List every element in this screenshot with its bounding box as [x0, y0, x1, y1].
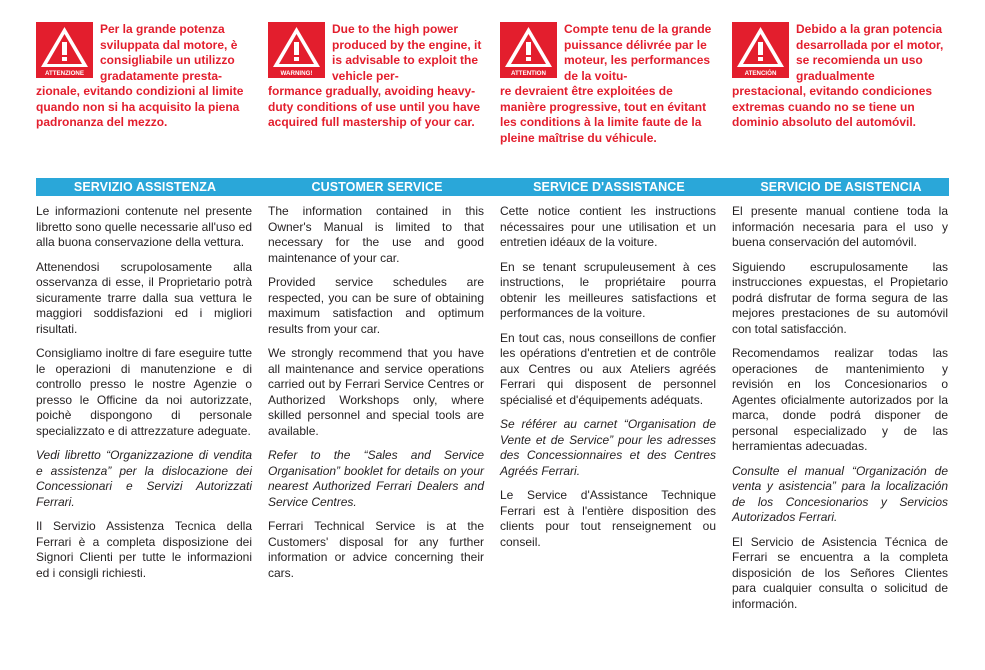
warning-text: Debido a la gran potencia desarrollada por el motor, se recomienda un uso gradualmente prestacional, evitando condiciones extremas cuando no se tiene un dominio absoluto del automóvil.	[732, 22, 944, 129]
paragraph: Le Service d'Assistance Technique Ferrari est à l'entière disposition des clients pour tout renseignement ou conseil.	[500, 488, 716, 549]
paragraph: En se tenant scrupuleusement à ces instructions, le propriétaire pourra obtenir les meilleures satisfactions et performances de la voiture.	[500, 259, 716, 320]
warning-label: ATTENTION	[511, 70, 546, 77]
warning-block-es	[732, 22, 950, 172]
paragraph: Provided service schedules are respected, you can be sure of obtaining maximum satisfaction and optimum results from your car.	[268, 275, 484, 336]
paragraph-reference: Consulte el manual “Organización de venta y asistencia” para la localización de los Concesionarios y Servicios Autorizados Ferrari.	[732, 463, 948, 524]
warning-text: Due to the high power produced by the engine, it is advisable to exploit the vehicle per- formance gradually, avoiding heavy-duty conditions of use until you have acquired full mastership of your car.	[268, 22, 482, 129]
section-header-it: SERVIZIO ASSISTENZA	[73, 180, 217, 194]
warning-triangle-icon	[36, 22, 93, 78]
paragraph: We strongly recommend that you have all maintenance and service operations carried out by Ferrari Service Centres or Authorized Workshops only, where skilled personnel and special tools are available.	[268, 346, 484, 438]
paragraph: Ferrari Technical Service is at the Customers' disposal for any further information or advice concerning their cars.	[268, 519, 484, 580]
paragraph-reference: Refer to the “Sales and Service Organisation” booklet for details on your nearest Authorized Ferrari Dealers and Service Centres.	[268, 448, 484, 509]
warning-label: ATENCIÓN	[744, 70, 777, 77]
warning-triangle-icon	[268, 22, 325, 78]
paragraph-reference: Se référer au carnet “Organisation de Vente et de Service” pour les adresses des Concessionnaires et des Centres Agréés Ferrari.	[500, 417, 716, 478]
body-column-fr	[500, 204, 716, 559]
warning-block-it	[36, 22, 254, 172]
paragraph: Recomendamos realizar todas las operaciones de mantenimiento y revisión en los Concesionarios o Agentes oficialmente autorizados por la marca, donde podrá disponer de personal especializado y de las herramientas adecuadas.	[732, 346, 948, 453]
paragraph: En tout cas, nous conseillons de confier les opérations d'entretien et de contrôle aux Centres ou aux Ateliers agréés Ferrari qui disposent de personnel spécialisé et d'équipements adéquats.	[500, 330, 716, 407]
warning-text: Compte tenu de la grande puissance délivrée par le moteur, les performances de la voitu- re devraient être exploitées de manière progressive, tout en évitant les conditions à la limite faute de la pleine maîtrise du véhicule.	[500, 22, 712, 145]
section-header-fr: SERVICE D'ASSISTANCE	[533, 180, 685, 194]
paragraph: Siguiendo escrupulosamente las instrucciones expuestas, el Propietario podrá disfrutar de forma segura de las mejores prestaciones de su automóvil con total satisfacción.	[732, 259, 948, 336]
body-column-es	[732, 204, 948, 621]
paragraph: The information contained in this Owner's Manual is limited to that necessary for the use and good maintenance of your car.	[268, 204, 484, 265]
section-header-bar	[36, 178, 949, 196]
warning-triangle-icon	[500, 22, 557, 78]
paragraph: Attenendosi scrupolosamente alla osservanza di esse, il Proprietario potrà sicuramente trarre dalla sua vettura le maggiori soddisfazioni ed i migliori risultati.	[36, 259, 252, 336]
warning-label: ATTENZIONE	[44, 70, 85, 77]
body-column-en	[268, 204, 484, 590]
section-header-en: CUSTOMER SERVICE	[311, 180, 443, 194]
paragraph: El presente manual contiene toda la información necesaria para el uso y buena conservación del automóvil.	[732, 204, 948, 249]
body-column-it	[36, 204, 252, 590]
paragraph: El Servicio de Asistencia Técnica de Ferrari se encuentra a la completa disposición de los Señores Clientes para cualquier consulta o solicitud de información.	[732, 534, 948, 611]
paragraph-reference: Vedi libretto “Organizzazione di vendita e assistenza” per la dislocazione dei Concessionari e Servizi Autorizzati Ferrari.	[36, 448, 252, 509]
warning-text: Per la grande potenza sviluppata dal motore, è consigliabile un utilizzo gradatamente presta- zionale, evitando condizioni al limite quando non si ha acquisito la piena padronanza del mezzo.	[36, 22, 244, 129]
paragraph: Cette notice contient les instructions nécessaires pour une utilisation et un entretien idéaux de la voiture.	[500, 204, 716, 249]
warning-block-fr	[500, 22, 718, 172]
warning-label: WARNING!	[280, 70, 313, 77]
warning-triangle-icon	[732, 22, 789, 78]
paragraph: Le informazioni contenute nel presente libretto sono quelle necessarie all'uso ed alla buona conservazione della vettura.	[36, 204, 252, 249]
paragraph: Il Servizio Assistenza Tecnica della Ferrari è a completa disposizione dei Signori Clienti per tutte le informazioni ed i consigli richiesti.	[36, 519, 252, 580]
warning-block-en	[268, 22, 486, 172]
section-header-es: SERVICIO DE ASISTENCIA	[760, 180, 922, 194]
paragraph: Consigliamo inoltre di fare eseguire tutte le operazioni di manutenzione e di controllo presso le nostre Agenzie o presso le Officine da noi autorizzate, poichè dispongono di personale specializzato e di attrezzature adeguate.	[36, 346, 252, 438]
